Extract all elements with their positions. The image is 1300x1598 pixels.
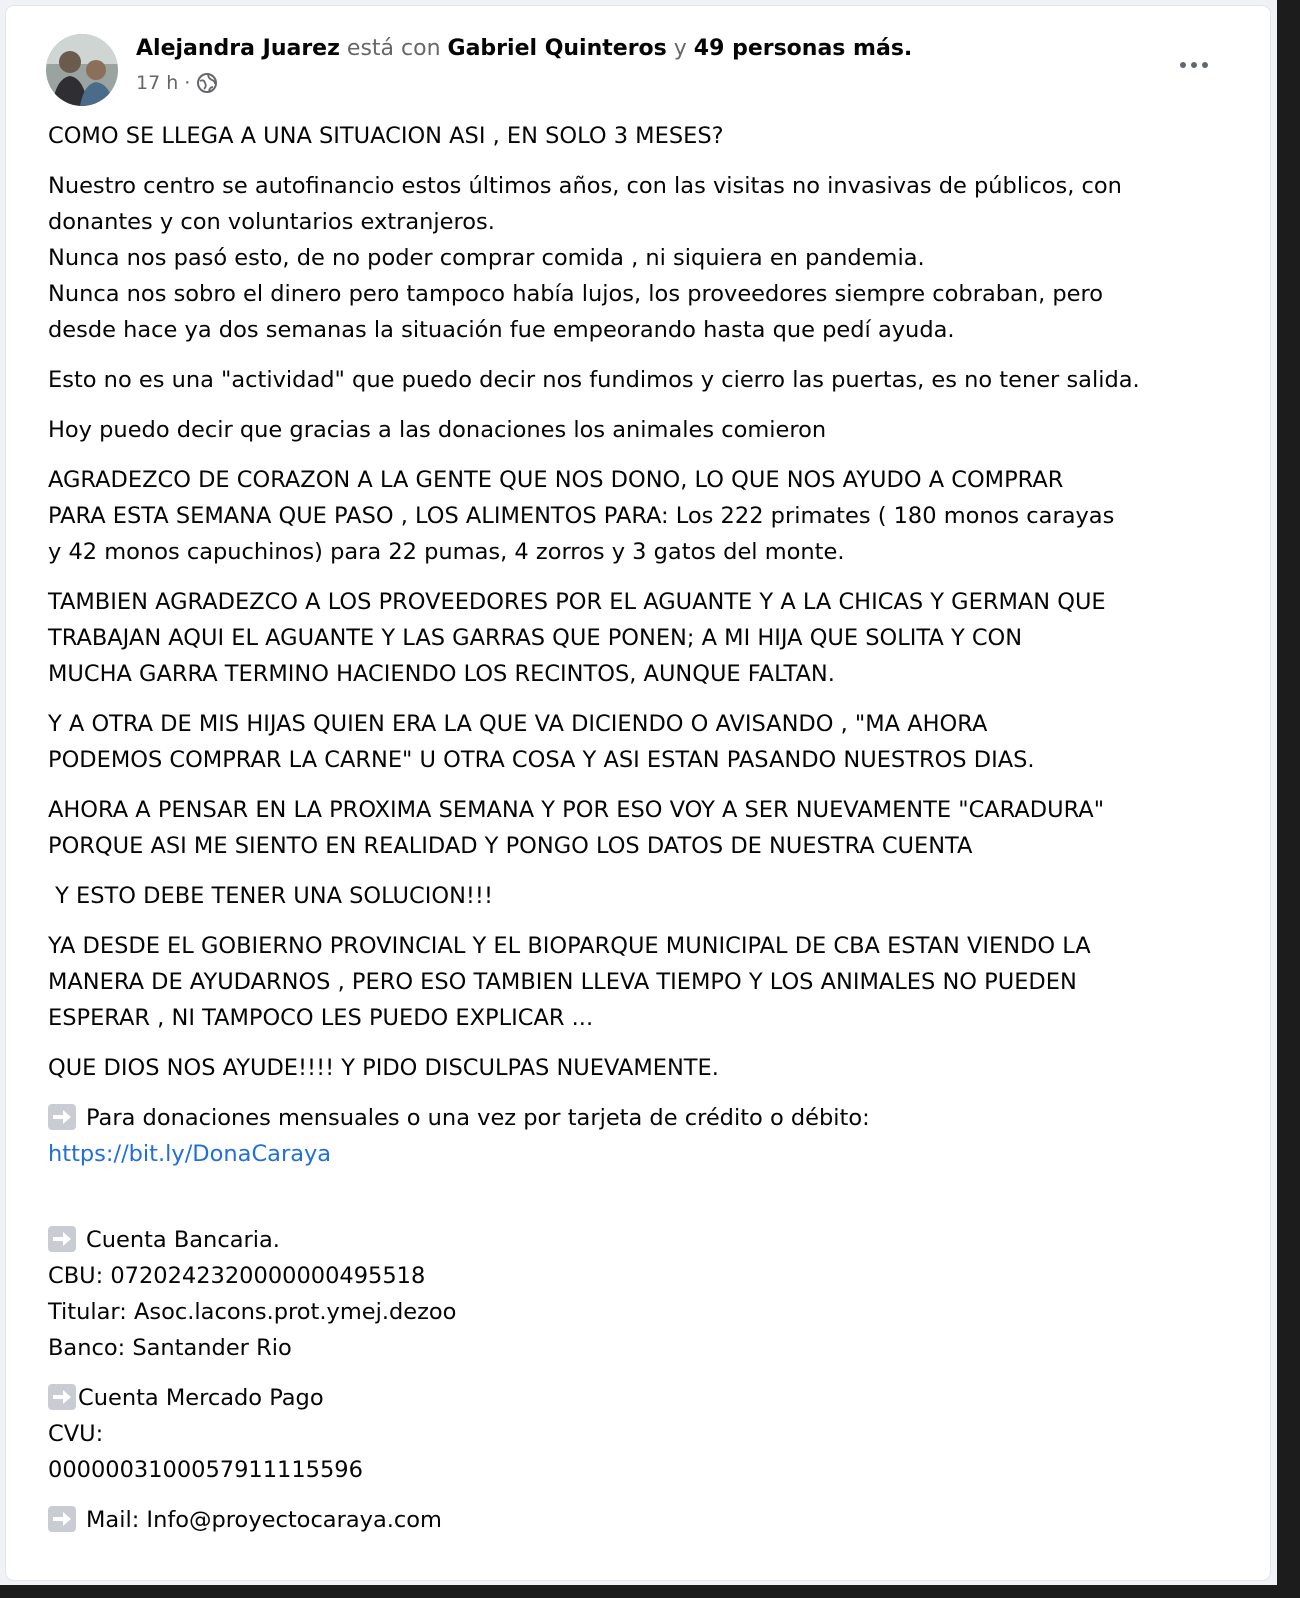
text-line: YA DESDE EL GOBIERNO PROVINCIAL Y EL BIOPARQUE MUNICIPAL DE CBA ESTAN VIENDO LA bbox=[48, 933, 1091, 959]
more-options-icon[interactable] bbox=[1174, 50, 1214, 80]
right-arrow-icon bbox=[48, 1226, 76, 1252]
right-arrow-icon bbox=[48, 1384, 76, 1410]
text-line: desde hace ya dos semanas la situación fue empeorando hasta que pedí ayuda. bbox=[48, 317, 955, 343]
globe-icon bbox=[196, 72, 218, 94]
tagged-person[interactable]: Gabriel Quinteros bbox=[447, 36, 667, 61]
paragraph-4 bbox=[48, 412, 1228, 448]
text-line: MUCHA GARRA TERMINO HACIENDO LOS RECINTOS, AUNQUE FALTAN. bbox=[48, 661, 835, 687]
mercadopago-block bbox=[48, 1380, 1228, 1488]
bank-label: Cuenta Bancaria. bbox=[86, 1227, 280, 1253]
text-line: donantes y con voluntarios extranjeros. bbox=[48, 209, 495, 235]
paragraph-7 bbox=[48, 706, 1228, 778]
account-holder: Titular: Asoc.lacons.prot.ymej.dezoo bbox=[48, 1299, 457, 1325]
right-arrow-icon bbox=[48, 1104, 76, 1130]
paragraph-1 bbox=[48, 118, 1228, 154]
mail-line bbox=[48, 1502, 1228, 1538]
paragraph-8 bbox=[48, 792, 1228, 864]
text-line: PORQUE ASI ME SIENTO EN REALIDAD Y PONGO LOS DATOS DE NUESTRA CUENTA bbox=[48, 833, 973, 859]
paragraph-6 bbox=[48, 584, 1228, 692]
text-line: MANERA DE AYUDARNOS , PERO ESO TAMBIEN LLEVA TIEMPO Y LOS ANIMALES NO PUEDEN bbox=[48, 969, 1077, 995]
paragraph-11 bbox=[48, 1050, 1228, 1086]
text-line: Y ESTO DEBE TENER UNA SOLUCION!!! bbox=[48, 883, 493, 909]
author-name[interactable]: Alejandra Juarez bbox=[136, 36, 340, 61]
bank-line bbox=[48, 1222, 1228, 1258]
donation-block bbox=[48, 1100, 1228, 1172]
meta-separator: · bbox=[184, 72, 191, 94]
mail-block bbox=[48, 1502, 1228, 1538]
mp-label: Cuenta Mercado Pago bbox=[78, 1385, 324, 1411]
post-header bbox=[136, 36, 912, 61]
text-line: COMO SE LLEGA A UNA SITUACION ASI , EN SOLO 3 MESES? bbox=[48, 123, 724, 149]
and-text: y bbox=[673, 36, 687, 61]
text-line: AGRADEZCO DE CORAZON A LA GENTE QUE NOS DONO, LO QUE NOS AYUDO A COMPRAR bbox=[48, 467, 1064, 493]
bank-name: Banco: Santander Rio bbox=[48, 1335, 292, 1361]
text-line: Nunca nos pasó esto, de no poder comprar comida , ni siquiera en pandemia. bbox=[48, 245, 925, 271]
text-line: ESPERAR , NI TAMPOCO LES PUEDO EXPLICAR ... bbox=[48, 1005, 594, 1031]
text-line: TAMBIEN AGRADEZCO A LOS PROVEEDORES POR EL AGUANTE Y A LA CHICAS Y GERMAN QUE bbox=[48, 589, 1106, 615]
text-line: Y A OTRA DE MIS HIJAS QUIEN ERA LA QUE VA DICIENDO O AVISANDO , "MA AHORA bbox=[48, 711, 988, 737]
right-arrow-icon bbox=[48, 1506, 76, 1532]
donate-line bbox=[48, 1100, 1228, 1136]
paragraph-9 bbox=[48, 878, 1228, 914]
tagged-others[interactable]: 49 personas más. bbox=[693, 36, 913, 61]
mp-line bbox=[48, 1380, 1228, 1416]
post-meta bbox=[136, 72, 218, 94]
text-line: Esto no es una "actividad" que puedo decir nos fundimos y cierro las puertas, es no tener salida. bbox=[48, 367, 1140, 393]
text-line: AHORA A PENSAR EN LA PROXIMA SEMANA Y POR ESO VOY A SER NUEVAMENTE "CARADURA" bbox=[48, 797, 1105, 823]
text-line: PODEMOS COMPRAR LA CARNE" U OTRA COSA Y ASI ESTAN PASANDO NUESTROS DIAS. bbox=[48, 747, 1035, 773]
paragraph-2 bbox=[48, 168, 1228, 348]
bank-block bbox=[48, 1222, 1228, 1366]
text-line: y 42 monos capuchinos) para 22 pumas, 4 zorros y 3 gatos del monte. bbox=[48, 539, 845, 565]
text-line: Hoy puedo decir que gracias a las donaciones los animales comieron bbox=[48, 417, 827, 443]
cbu-number: CBU: 0720242320000000495518 bbox=[48, 1263, 426, 1289]
post-time[interactable]: 17 h bbox=[136, 72, 179, 94]
mail-text: Mail: Info@proyectocaraya.com bbox=[86, 1507, 442, 1533]
paragraph-10 bbox=[48, 928, 1228, 1036]
cvu-label: CVU: bbox=[48, 1421, 104, 1447]
text-line: TRABAJAN AQUI EL AGUANTE Y LAS GARRAS QUE PONEN; A MI HIJA QUE SOLITA Y CON bbox=[48, 625, 1023, 651]
post-body bbox=[48, 118, 1228, 1552]
donate-label: Para donaciones mensuales o una vez por tarjeta de crédito o débito: bbox=[86, 1105, 870, 1131]
post-card bbox=[6, 6, 1270, 1580]
paragraph-3 bbox=[48, 362, 1228, 398]
with-text: está con bbox=[346, 36, 441, 61]
cvu-number: 0000003100057911115596 bbox=[48, 1457, 363, 1483]
author-avatar[interactable] bbox=[46, 34, 118, 106]
text-line: QUE DIOS NOS AYUDE!!!! Y PIDO DISCULPAS NUEVAMENTE. bbox=[48, 1055, 719, 1081]
donate-line bbox=[48, 1136, 1228, 1172]
donate-link[interactable]: https://bit.ly/DonaCaraya bbox=[48, 1141, 332, 1167]
text-line: Nunca nos sobro el dinero pero tampoco había lujos, los proveedores siempre cobraban, pero bbox=[48, 281, 1104, 307]
paragraph-5 bbox=[48, 462, 1228, 570]
text-line: Nuestro centro se autofinancio estos últimos años, con las visitas no invasivas de públicos, con bbox=[48, 173, 1122, 199]
text-line: PARA ESTA SEMANA QUE PASO , LOS ALIMENTOS PARA: Los 222 primates ( 180 monos carayas bbox=[48, 503, 1115, 529]
